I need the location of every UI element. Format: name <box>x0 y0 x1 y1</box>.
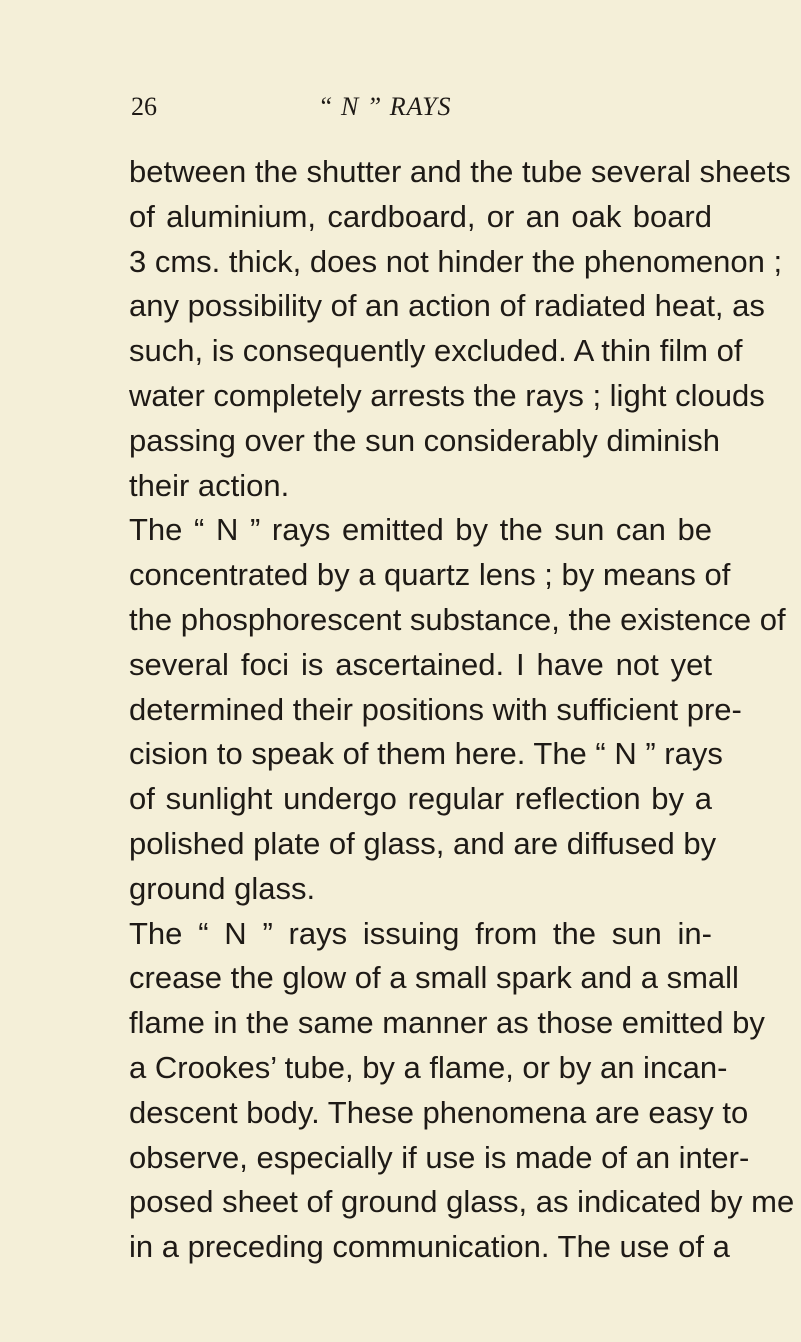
text-line: observe, especially if use is made of an inter- <box>129 1139 750 1175</box>
text-line: any possibility of an action of radiated heat, as <box>129 288 765 324</box>
text-line: the phosphorescent substance, the existence of <box>129 601 786 637</box>
text-line: flame in the same manner as those emitted by <box>129 1005 765 1041</box>
paragraph-start-line: The “ N ” rays emitted by the sun can be <box>129 512 712 548</box>
running-head: “ N ” RAYS <box>318 92 452 121</box>
text-line: of aluminium, cardboard, or an oak board <box>129 198 712 234</box>
text-line: determined their positions with sufficient pre- <box>129 691 742 727</box>
paragraph-start-line: The “ N ” rays issuing from the sun in- <box>129 915 712 951</box>
text-line: posed sheet of ground glass, as indicated by me <box>129 1184 795 1220</box>
text-line: such, is consequently excluded. A thin film of <box>129 333 743 369</box>
text-line: in a preceding communication. The use of a <box>129 1229 730 1265</box>
text-line: between the shutter and the tube several sheets <box>129 154 791 189</box>
text-line: descent body. These phenomena are easy to <box>129 1094 749 1130</box>
text-line: a Crookes’ tube, by a flame, or by an incan- <box>129 1049 728 1085</box>
text-line: cision to speak of them here. The “ N ” rays <box>129 736 723 772</box>
text-line: crease the glow of a small spark and a small <box>129 960 739 996</box>
text-line: water completely arrests the rays ; light clouds <box>129 377 765 413</box>
text-line: polished plate of glass, and are diffused by <box>129 825 717 861</box>
body-text <box>129 150 795 1270</box>
text-line: passing over the sun considerably diminish <box>129 422 721 458</box>
page-header <box>0 92 801 126</box>
text-line: their action. <box>129 467 290 503</box>
text-line: 3 cms. thick, does not hinder the phenomenon ; <box>129 243 783 279</box>
page-number: 26 <box>131 92 157 121</box>
text-line: several foci is ascertained. I have not yet <box>129 646 712 682</box>
text-line: ground glass. <box>129 870 316 906</box>
text-line: of sunlight undergo regular reflection by a <box>129 781 712 817</box>
text-line: concentrated by a quartz lens ; by means of <box>129 557 731 593</box>
